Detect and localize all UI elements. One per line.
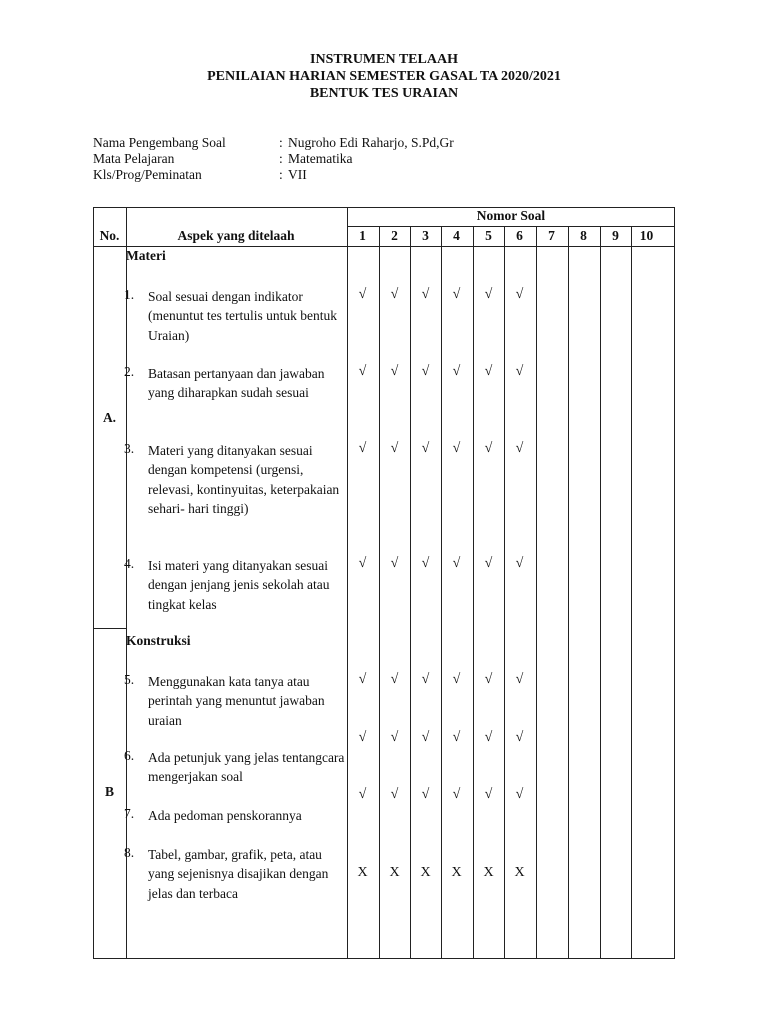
check-mark: √ [484, 730, 493, 745]
item-number: 5. [124, 672, 135, 687]
item-text: Isi materi yang ditanyakan sesuai dengan jenjang jenis sekolah atau tingkat kelas [148, 558, 330, 612]
info-colon: : [279, 135, 283, 150]
header-no: No. [99, 228, 120, 243]
header-nomor-soal: Nomor Soal [476, 208, 546, 223]
item-text: Menggunakan kata tanya atau perintah yang menuntut jawaban uraian [148, 674, 325, 728]
check-mark: √ [452, 672, 461, 687]
check-mark: √ [358, 556, 367, 571]
column-line-8 [568, 226, 569, 959]
check-mark: √ [421, 364, 430, 379]
cross-mark: X [483, 865, 494, 880]
item-number: 4. [124, 556, 135, 571]
review-table [93, 207, 675, 959]
check-mark: √ [390, 787, 399, 802]
column-number-10: 10 [639, 228, 654, 243]
column-number-6: 6 [516, 228, 523, 243]
check-mark: √ [390, 556, 399, 571]
item-number: 2. [124, 364, 135, 379]
document-subtitle: PENILAIAN HARIAN SEMESTER GASAL TA 2020/2021 [207, 69, 561, 84]
check-mark: √ [358, 672, 367, 687]
header-aspect: Aspek yang ditelaah [177, 228, 295, 243]
check-mark: √ [515, 730, 524, 745]
header-bottom-line [93, 246, 675, 247]
cross-mark: X [514, 865, 525, 880]
item-text: Tabel, gambar, grafik, peta, atau yang sejenisnya disajikan dengan jelas dan terbaca [148, 847, 329, 901]
check-mark: √ [358, 730, 367, 745]
column-number-1: 1 [359, 228, 366, 243]
table-border-right [674, 207, 675, 959]
check-mark: √ [390, 672, 399, 687]
column-line-2 [379, 226, 380, 959]
check-mark: √ [358, 787, 367, 802]
check-mark: √ [484, 672, 493, 687]
check-mark: √ [515, 556, 524, 571]
check-mark: √ [452, 556, 461, 571]
info-label-subject: Mata Pelajaran [93, 151, 175, 166]
info-label-class: Kls/Prog/Peminatan [93, 167, 202, 182]
check-mark: √ [484, 787, 493, 802]
item-number: 1. [124, 287, 135, 302]
check-mark: √ [390, 287, 399, 302]
column-number-9: 9 [612, 228, 619, 243]
check-mark: √ [358, 441, 367, 456]
section-divider [93, 628, 126, 629]
item-number: 8. [124, 845, 135, 860]
info-label-developer: Nama Pengembang Soal [93, 135, 226, 150]
table-border-bottom [93, 958, 675, 959]
check-mark: √ [452, 730, 461, 745]
check-mark: √ [358, 364, 367, 379]
column-number-8: 8 [580, 228, 587, 243]
item-text: Ada petunjuk yang jelas tentangcara mengerjakan soal [148, 750, 345, 785]
item-text: Materi yang ditanyakan sesuai dengan kompetensi (urgensi, relevasi, kontinyuitas, keterpakaian sehari- hari tinggi) [148, 443, 340, 517]
section-title-materi: Materi [126, 248, 166, 263]
check-mark: √ [390, 441, 399, 456]
item-number: 6. [124, 748, 135, 763]
column-number-5: 5 [485, 228, 492, 243]
column-line-7 [536, 226, 537, 959]
check-mark: √ [421, 730, 430, 745]
column-line-3 [410, 226, 411, 959]
column-number-7: 7 [548, 228, 555, 243]
check-mark: √ [390, 364, 399, 379]
check-mark: √ [421, 556, 430, 571]
column-number-2: 2 [391, 228, 398, 243]
header-divider [347, 226, 675, 227]
info-colon: : [279, 151, 283, 166]
info-value-subject: Matematika [288, 151, 353, 166]
table-border-top [93, 207, 675, 208]
cross-mark: X [389, 865, 400, 880]
item-text: Ada pedoman penskorannya [148, 808, 302, 823]
check-mark: √ [421, 787, 430, 802]
item-text: Batasan pertanyaan dan jawaban yang diharapkan sudah sesuai [148, 366, 325, 401]
section-label-a: A. [102, 410, 117, 425]
column-line-5 [473, 226, 474, 959]
check-mark: √ [452, 787, 461, 802]
check-mark: √ [515, 364, 524, 379]
check-mark: √ [452, 364, 461, 379]
check-mark: √ [390, 730, 399, 745]
check-mark: √ [484, 364, 493, 379]
table-border-left [93, 207, 94, 959]
item-number: 3. [124, 441, 135, 456]
check-mark: √ [452, 287, 461, 302]
check-mark: √ [515, 441, 524, 456]
section-label-b: B [104, 784, 114, 799]
column-number-4: 4 [453, 228, 460, 243]
check-mark: √ [515, 787, 524, 802]
check-mark: √ [421, 441, 430, 456]
cross-mark: X [357, 865, 368, 880]
section-title-konstruksi: Konstruksi [126, 633, 191, 648]
info-value-class: VII [288, 167, 307, 182]
column-line-10 [631, 226, 632, 959]
check-mark: √ [484, 556, 493, 571]
column-line-9 [600, 226, 601, 959]
info-value-developer: Nugroho Edi Raharjo, S.Pd,Gr [288, 135, 454, 150]
check-mark: √ [452, 441, 461, 456]
check-mark: √ [484, 287, 493, 302]
item-text: Soal sesuai dengan indikator (menuntut tes tertulis untuk bentuk Uraian) [148, 289, 337, 343]
info-colon: : [279, 167, 283, 182]
check-mark: √ [421, 672, 430, 687]
check-mark: √ [515, 672, 524, 687]
item-number: 7. [124, 806, 135, 821]
check-mark: √ [515, 287, 524, 302]
check-mark: √ [484, 441, 493, 456]
document-title: INSTRUMEN TELAAH [310, 52, 458, 67]
column-line-4 [441, 226, 442, 959]
column-line-6 [504, 226, 505, 959]
check-mark: √ [421, 287, 430, 302]
check-mark: √ [358, 287, 367, 302]
cross-mark: X [420, 865, 431, 880]
document-form-type: BENTUK TES URAIAN [309, 86, 459, 101]
column-number-3: 3 [422, 228, 429, 243]
cross-mark: X [451, 865, 462, 880]
